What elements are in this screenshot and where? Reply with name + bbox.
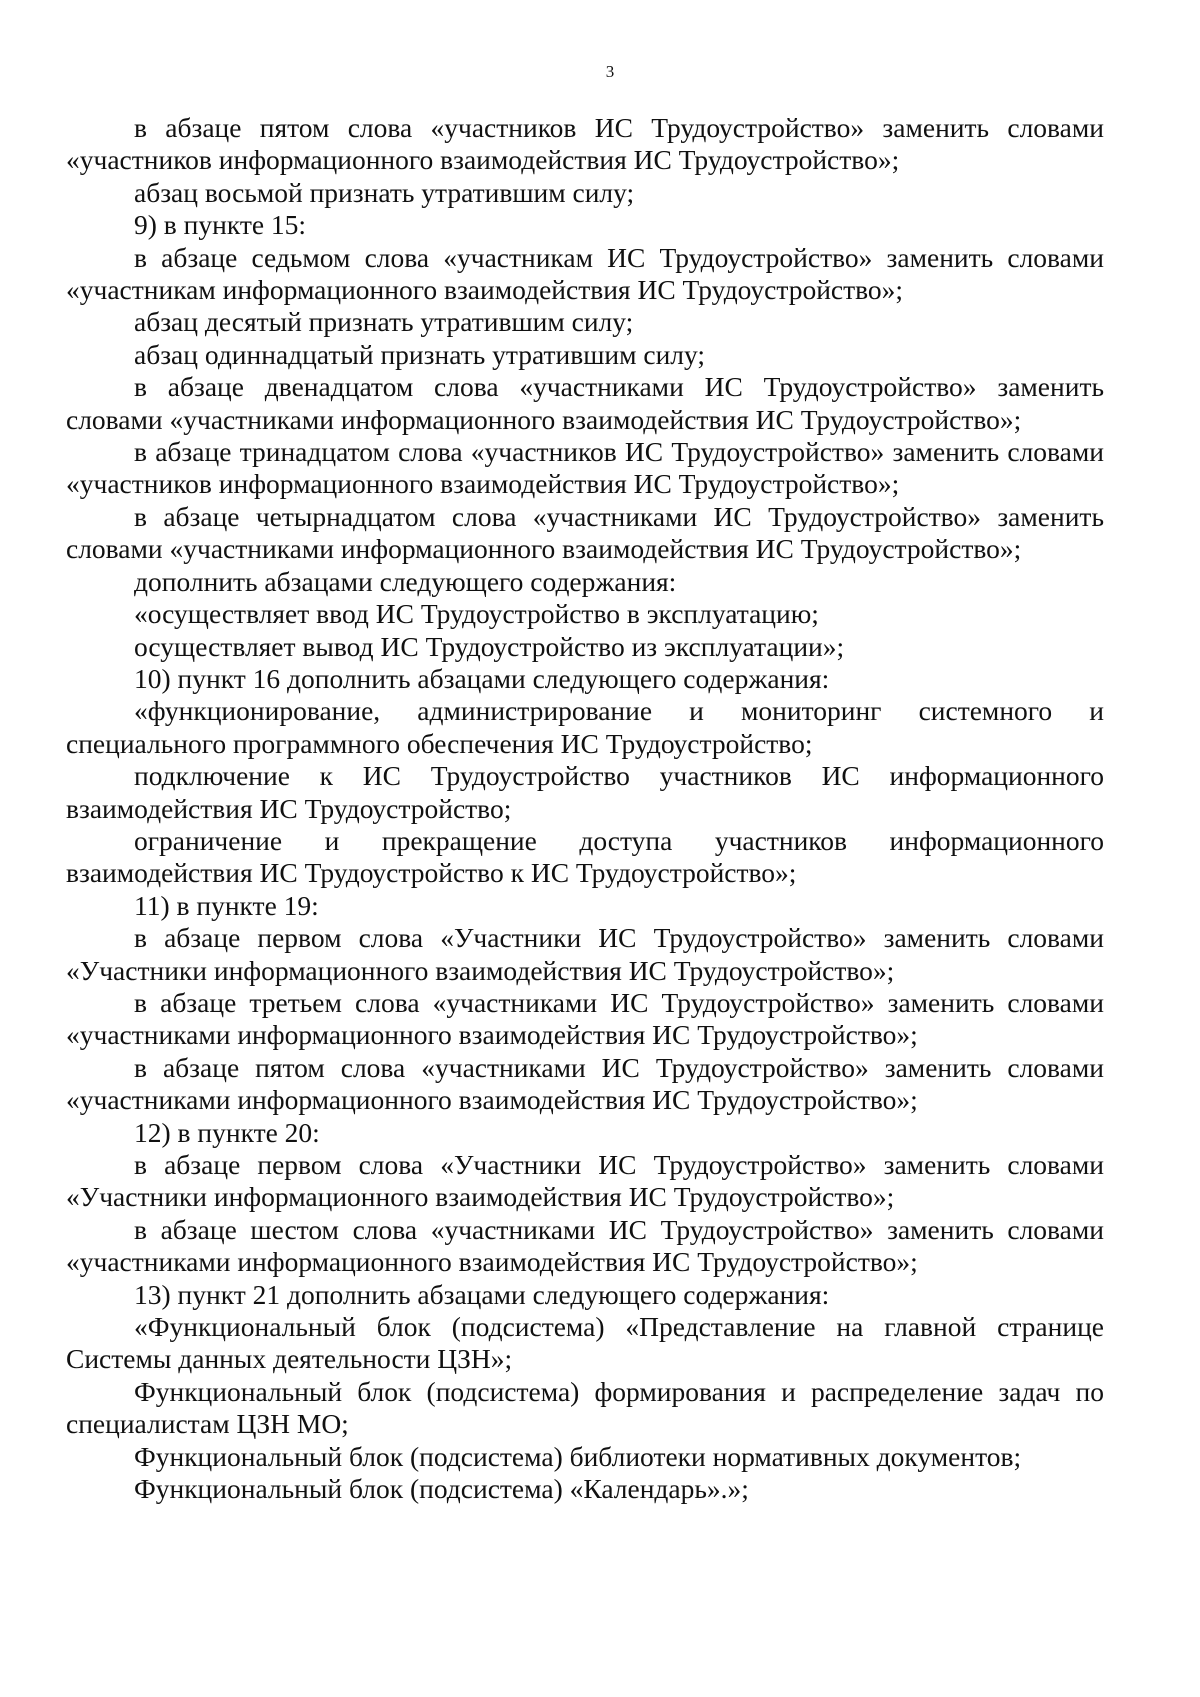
paragraph: в абзаце седьмом слова «участникам ИС Трудоустройство» заменить словами «участникам информационного взаимодействия ИС Трудоустройство»;	[66, 241, 1104, 306]
paragraph: 11) в пункте 19:	[134, 889, 319, 921]
paragraph: 10) пункт 16 дополнить абзацами следующего содержания:	[134, 662, 830, 694]
paragraph: Функциональный блок (подсистема) библиотеки нормативных документов;	[134, 1440, 1022, 1472]
page-number: 3	[605, 62, 615, 81]
paragraph: 13) пункт 21 дополнить абзацами следующего содержания:	[134, 1278, 830, 1310]
document-body	[66, 112, 1104, 1505]
paragraph: ограничение и прекращение доступа участников информационного взаимодействия ИС Трудоустройство к ИС Трудоустройство»;	[66, 824, 1104, 889]
paragraph: «Функциональный блок (подсистема) «Представление на главной странице Системы данных деятельности ЦЗН»;	[66, 1311, 1104, 1375]
paragraph: Функциональный блок (подсистема) «Календарь».»;	[134, 1473, 749, 1505]
paragraph: «осуществляет ввод ИС Трудоустройство в эксплуатацию;	[134, 598, 819, 630]
paragraph: «функционирование, администрирование и мониторинг системного и специального программного обеспечения ИС Трудоустройство;	[66, 695, 1104, 759]
paragraph: в абзаце тринадцатом слова «участников ИС Трудоустройство» заменить словами «участников информационного взаимодействия ИС Трудоустройство»;	[66, 436, 1104, 500]
paragraph: в абзаце первом слова «Участники ИС Трудоустройство» заменить словами «Участники информационного взаимодействия ИС Трудоустройство»;	[66, 922, 1104, 986]
paragraph: в абзаце пятом слова «участниками ИС Трудоустройство» заменить словами «участниками информационного взаимодействия ИС Трудоустройство»;	[66, 1051, 1104, 1116]
paragraph: в абзаце четырнадцатом слова «участниками ИС Трудоустройство» заменить словами «участниками информационного взаимодействия ИС Трудоустройство»;	[66, 500, 1104, 565]
paragraph: 12) в пункте 20:	[134, 1116, 320, 1148]
paragraph: осуществляет вывод ИС Трудоустройство из эксплуатации»;	[134, 630, 845, 662]
paragraph: абзац десятый признать утратившим силу;	[134, 306, 634, 338]
paragraph: абзац одиннадцатый признать утратившим силу;	[134, 338, 706, 370]
paragraph: 9) в пункте 15:	[134, 209, 307, 241]
paragraph: в абзаце шестом слова «участниками ИС Трудоустройство» заменить словами «участниками информационного взаимодействия ИС Трудоустройство»;	[66, 1213, 1104, 1278]
paragraph: Функциональный блок (подсистема) формирования и распределение задач по специалистам ЦЗН МО;	[66, 1375, 1104, 1440]
paragraph: в абзаце пятом слова «участников ИС Трудоустройство» заменить словами «участников информационного взаимодействия ИС Трудоустройство»;	[66, 112, 1104, 176]
paragraph: в абзаце третьем слова «участниками ИС Трудоустройство» заменить словами «участниками информационного взаимодействия ИС Трудоустройство»;	[66, 986, 1104, 1051]
paragraph: в абзаце двенадцатом слова «участниками ИС Трудоустройство» заменить словами «участниками информационного взаимодействия ИС Трудоустройство»;	[66, 371, 1104, 435]
paragraph: дополнить абзацами следующего содержания:	[134, 565, 677, 597]
paragraph: в абзаце первом слова «Участники ИС Трудоустройство» заменить словами «Участники информационного взаимодействия ИС Трудоустройство»;	[66, 1149, 1104, 1213]
paragraph: абзац восьмой признать утратившим силу;	[134, 176, 635, 208]
paragraph: подключение к ИС Трудоустройство участников ИС информационного взаимодействия ИС Трудоустройство;	[66, 760, 1104, 824]
